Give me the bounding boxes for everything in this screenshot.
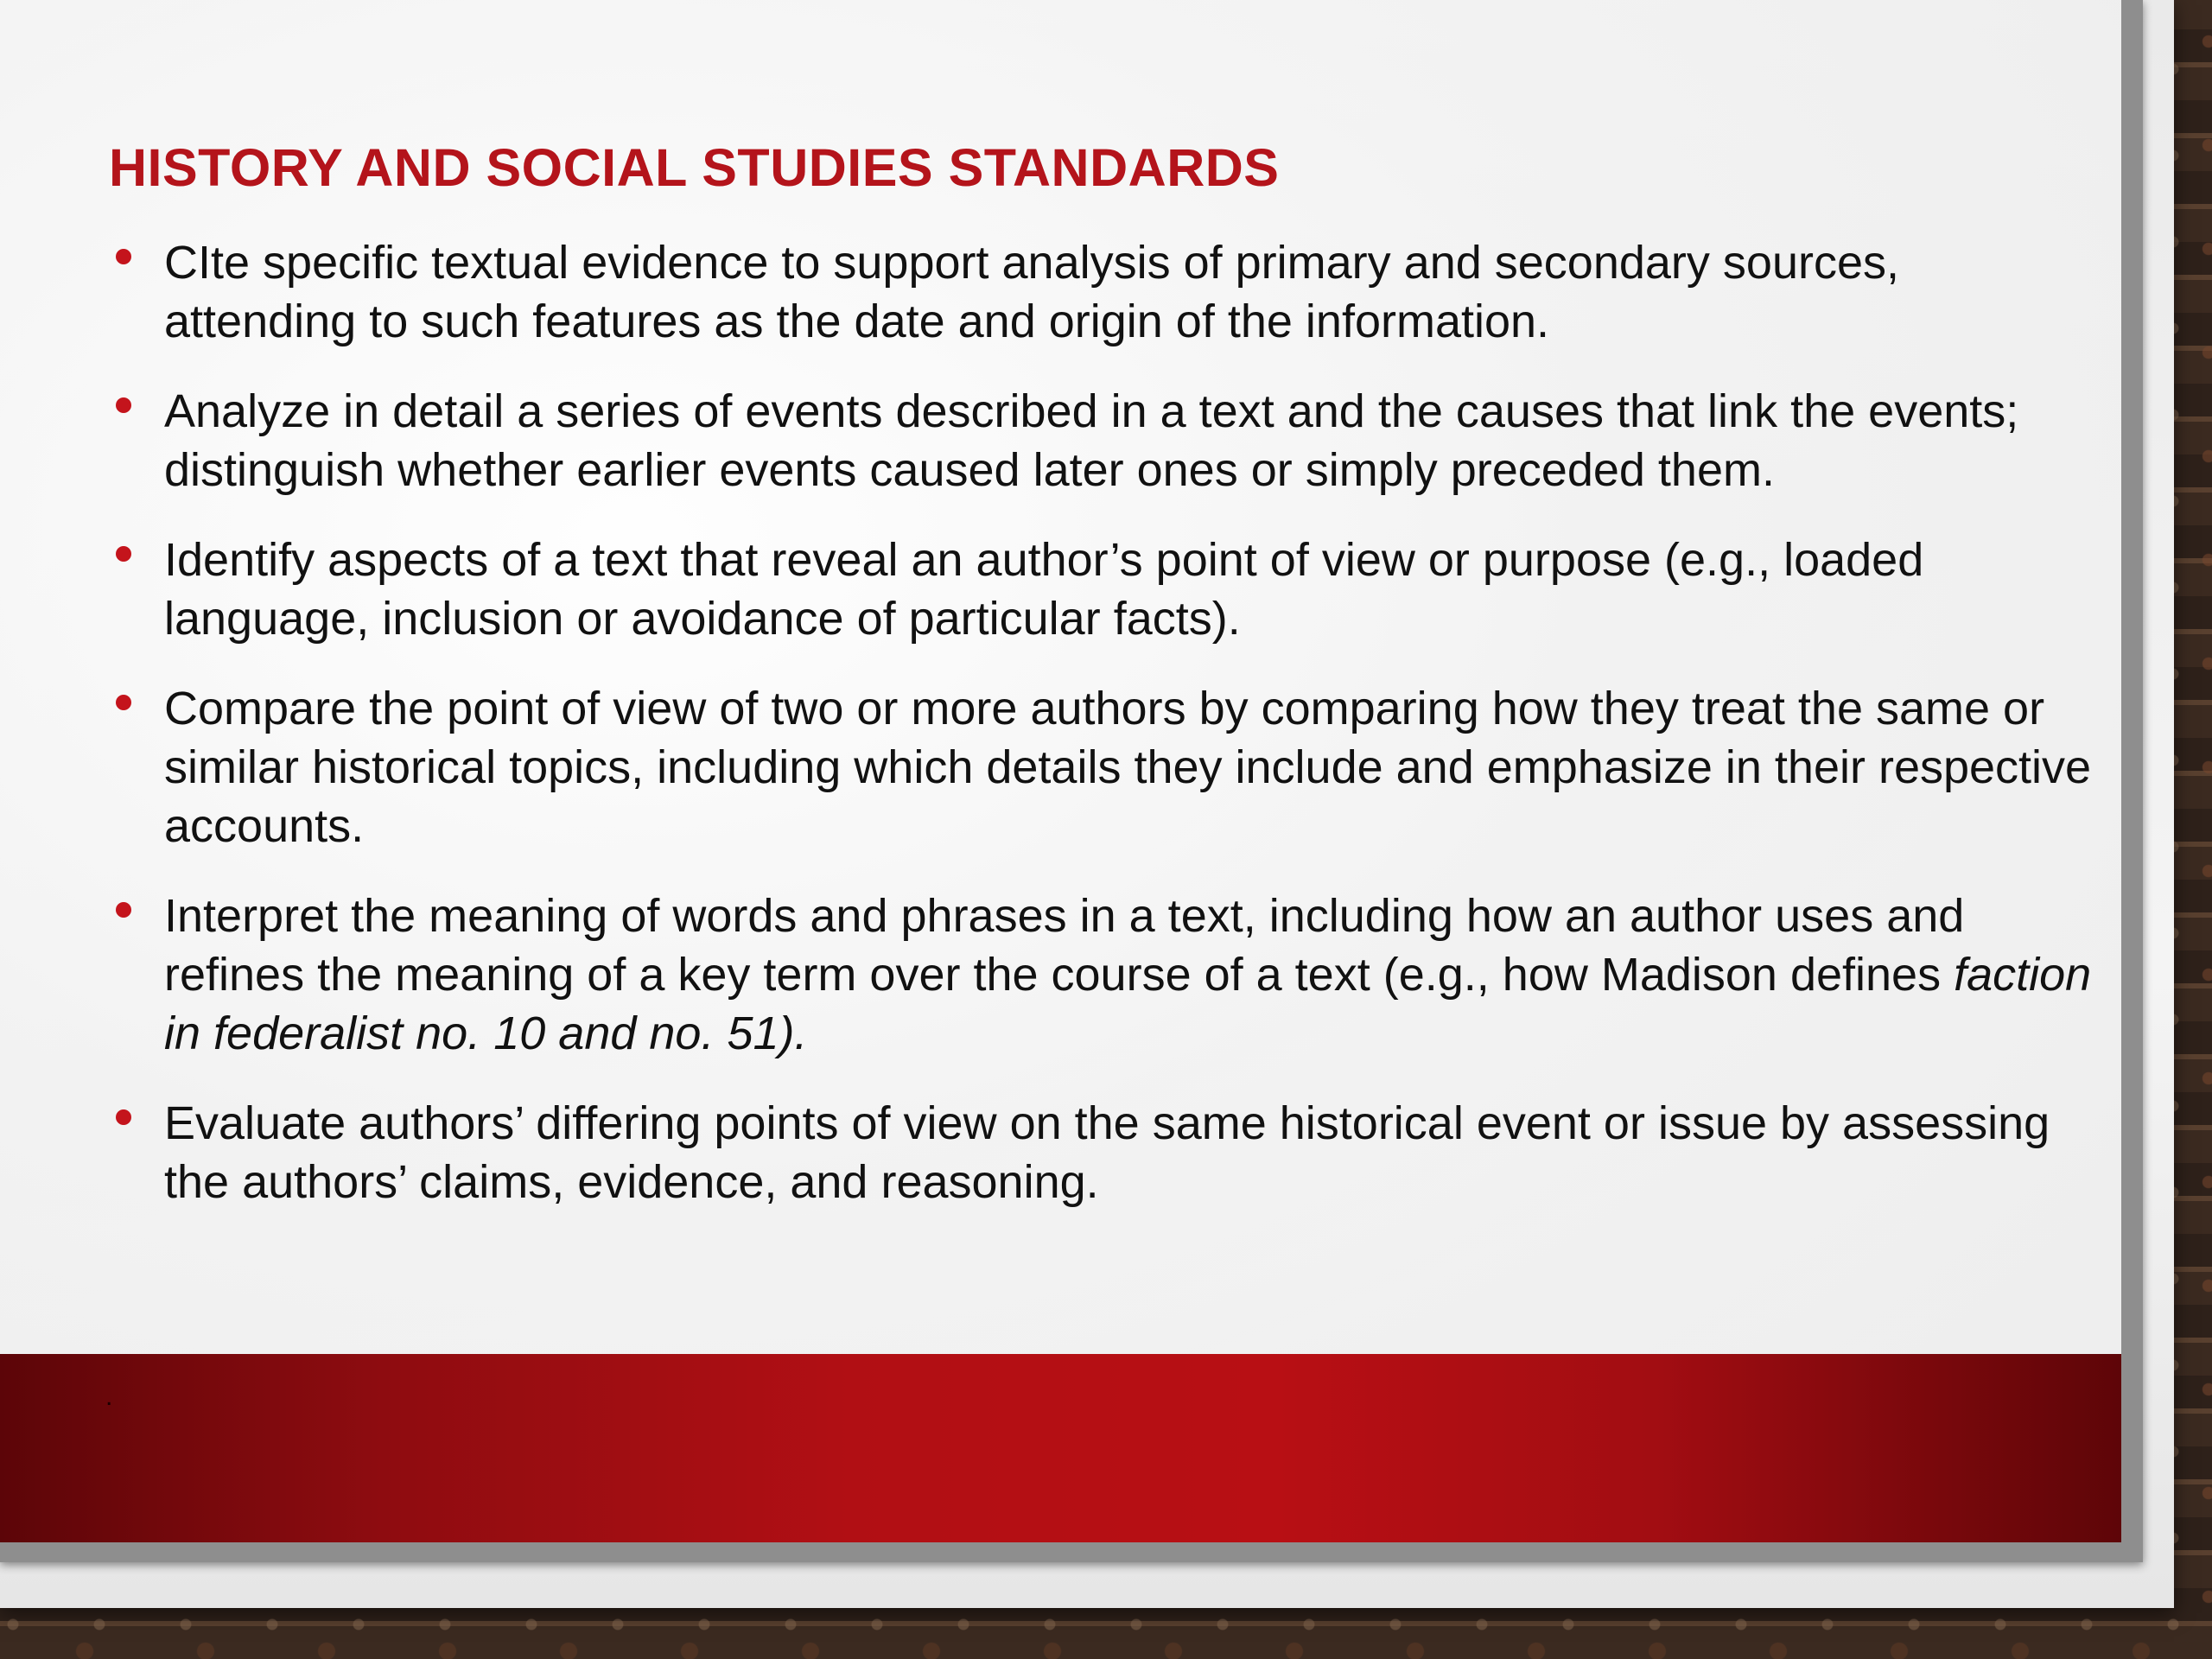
bullet-text: Interpret the meaning of words and phrases in a text, including how an author uses and refines the meaning of a key term over the course of a text (e.g., how Madison defines xyxy=(164,890,1965,1001)
bullet-item-interpret-meaning xyxy=(109,887,2096,1063)
bullet-dot-icon xyxy=(116,695,131,710)
bullet-text-italic: faction in federalist no. 10 and no. 51). xyxy=(164,949,2092,1059)
bullet-dot-icon xyxy=(116,249,131,264)
bullet-dot-icon xyxy=(116,397,131,413)
bullet-item-compare-authors xyxy=(109,679,2096,855)
bullet-dot-icon xyxy=(116,902,131,918)
slide-title: HISTORY AND SOCIAL STUDIES STANDARDS xyxy=(109,138,1280,197)
bullet-list xyxy=(109,233,2096,1243)
bullet-text: Analyze in detail a series of events described in a text and the causes that link the events; distinguish whether earlier events caused later ones or simply preceded them. xyxy=(164,385,2019,496)
bullet-text: Evaluate authors’ differing points of view on the same historical event or issue by assessing the authors’ claims, evidence, and reasoning. xyxy=(164,1097,2050,1208)
bullet-item-analyze-events xyxy=(109,382,2096,499)
footer-note: . xyxy=(105,1382,113,1411)
bullet-text: Compare the point of view of two or more authors by comparing how they treat the same or similar historical topics, including which details they include and emphasize in their respective accounts. xyxy=(164,683,2092,852)
bullet-item-evaluate-authors xyxy=(109,1094,2096,1211)
bullet-item-identify-point-of-view xyxy=(109,531,2096,648)
bullet-dot-icon xyxy=(116,1109,131,1125)
bullet-text: CIte specific textual evidence to support analysis of primary and secondary sources, attending to such features as the date and origin of the information. xyxy=(164,237,1899,347)
bullet-item-cite-evidence xyxy=(109,233,2096,351)
bullet-text: Identify aspects of a text that reveal an author’s point of view or purpose (e.g., loaded language, inclusion or avoidance of particular facts). xyxy=(164,534,1924,645)
footer-band xyxy=(0,1354,2121,1542)
bullet-dot-icon xyxy=(116,546,131,562)
